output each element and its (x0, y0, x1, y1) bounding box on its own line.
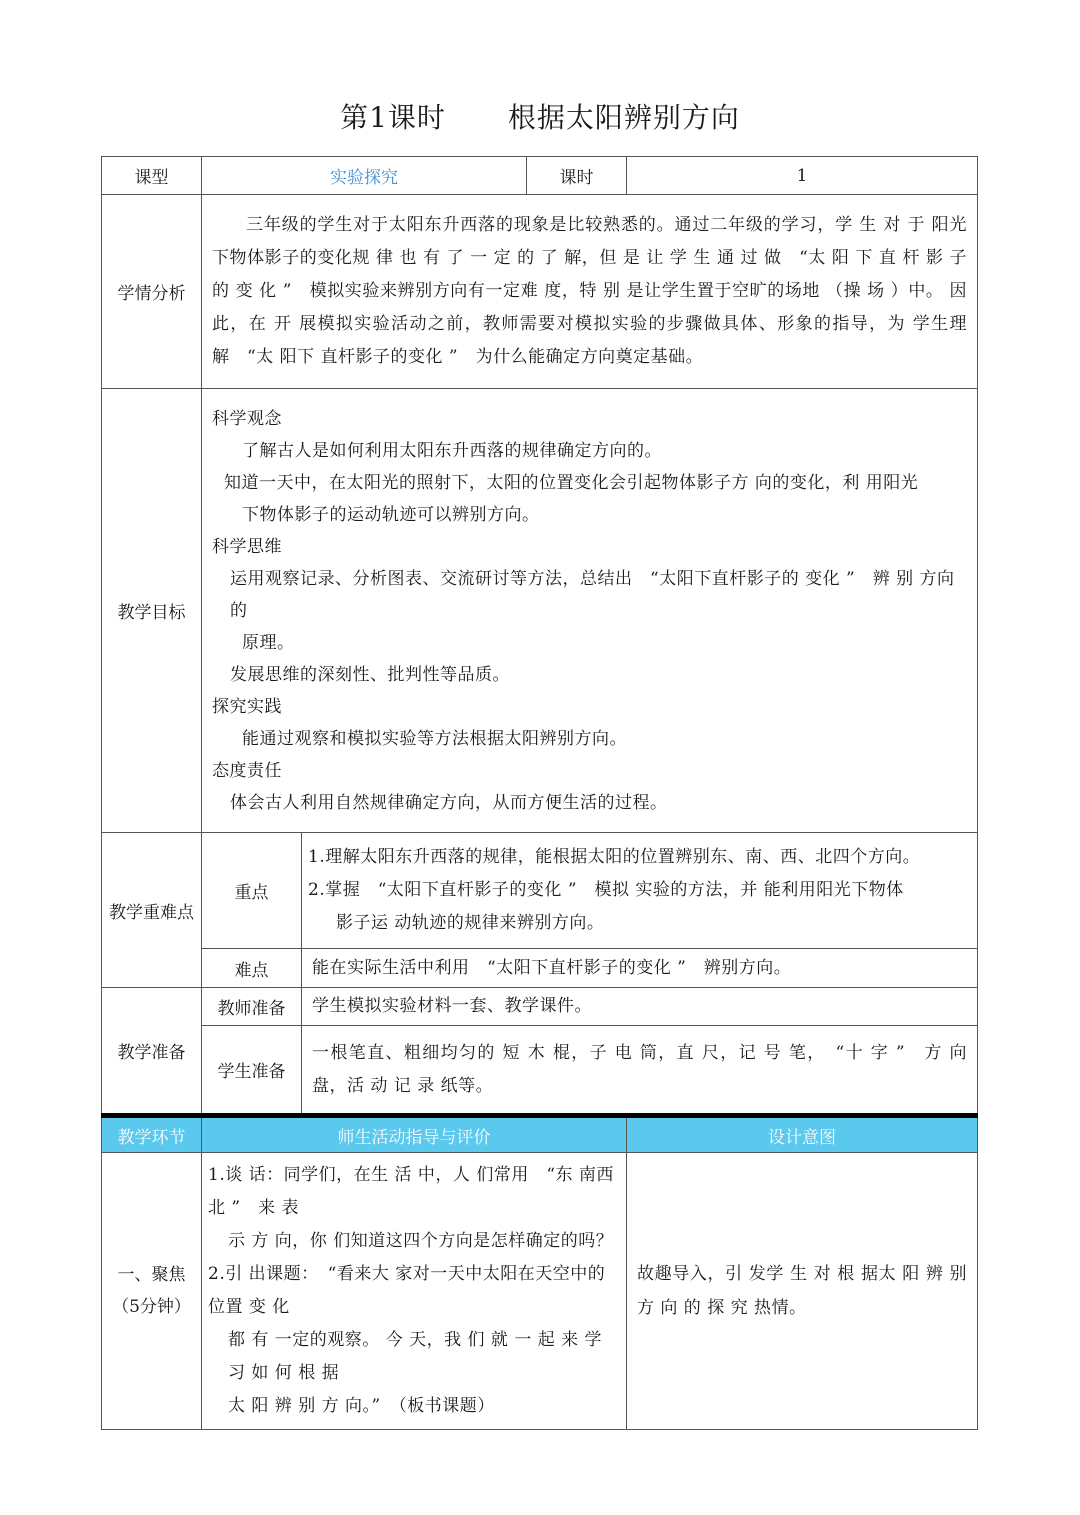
stage-header: 教学环节 (102, 1116, 202, 1153)
goals-heading-practice: 探究实践 (212, 696, 282, 717)
lesson-number: 第1课时 (340, 101, 446, 134)
analysis-text: 三年级的学生对于太阳东升西落的现象是比较熟悉的。通过二年级的学习，学 生 对 于 阳光下物体影子的变化规 律 也 有 了 一 定 的 了 解，但 是 让 学 生 通 过 做 “太 阳 下 直 杆 影 子 的 变 化 ” 模拟实验来辨别方向有一定难 度，特 别 是让学生置于空旷的场地 （操 场 ）中。 因此，在 开 展模拟实验活动之前，教师需要对模拟实验的步骤做具体、形象的指导，为 学生理解 “太 阳下 直杆影子的变化 ” 为什么能确定方向奠定基础。 (212, 215, 968, 367)
type-value: 实验探究 (202, 157, 527, 195)
focus-cell (302, 833, 978, 949)
goals-heading-concept: 科学观念 (212, 408, 282, 429)
goals-line: 下物体影子的运动轨迹可以辨别方向。 (242, 504, 540, 525)
stage-name: 一、聚焦 (117, 1265, 186, 1285)
goals-heading-thinking: 科学思维 (212, 536, 282, 557)
goals-line: 发展思维的深刻性、批判性等品质。 (230, 664, 510, 685)
stage-time: （5分钟） (112, 1297, 191, 1317)
intent-text: 故趣导入，引 发学 生 对 根 据太 阳 辨 别 方 向 的 探 究 热情。 (637, 1264, 968, 1318)
stage-row (102, 1153, 978, 1430)
type-label: 课型 (102, 157, 202, 195)
goals-cell (202, 389, 978, 833)
info-row (102, 157, 978, 195)
activity-header: 师生活动指导与评价 (202, 1116, 627, 1153)
goals-line: 运用观察记录、分析图表、交流研讨等方法，总结出 “太阳下直杆影子的 变化 ” 辨 别 方向的 (230, 568, 955, 621)
focus-item: 1.理解太阳东升西落的规律，能根据太阳的位置辨别东、南、西、北四个方向。 (308, 847, 921, 867)
stages-header (102, 1116, 978, 1153)
focus-row (102, 833, 978, 949)
student-prep-text: 一根笔直、粗细均匀的 短 木 棍，子 电 筒，直 尺，记 号 笔， “十 字 ” 方 向 盘，活 动 记 录 纸等。 (312, 1042, 968, 1096)
focus-item: 影子运 动轨迹的规律来辨别方向。 (336, 913, 605, 933)
lesson-plan-table (101, 156, 978, 1430)
teacher-prep-row (102, 988, 978, 1026)
teacher-prep-label: 教师准备 (202, 988, 302, 1026)
stage-intent-cell (627, 1153, 978, 1430)
goals-heading-attitude: 态度责任 (212, 760, 282, 781)
hours-value: 1 (627, 157, 978, 195)
focus-label: 重点 (202, 833, 302, 949)
activity-line: 1.谈 话：同学们，在生 活 中，人 们常用 “东 南西 北 ” 来 表 (208, 1165, 614, 1218)
hours-label: 课时 (527, 157, 627, 195)
stage-name-cell (102, 1153, 202, 1430)
prep-label: 教学准备 (102, 988, 202, 1116)
goals-row (102, 389, 978, 833)
analysis-label: 学情分析 (102, 195, 202, 389)
activity-line: 示 方 向，你 们知道这四个方向是怎样确定的吗？ (228, 1231, 614, 1251)
goals-line: 了解古人是如何利用太阳东升西落的规律确定方向的。 (242, 440, 662, 461)
goals-line: 原理。 (242, 632, 295, 653)
activity-line: 2.引 出课题： “看来大 家对一天中太阳在天空中的位置 变 化 (208, 1264, 606, 1317)
goals-line: 知道一天中，在太阳光的照射下，太阳的位置变化会引起物体影子方 向的变化，利 用阳光 (224, 472, 919, 493)
stage-activity-cell (202, 1153, 627, 1430)
student-prep-label: 学生准备 (202, 1026, 302, 1116)
lesson-name: 根据太阳辨别方向 (507, 101, 740, 134)
focus-item: 2.掌握 “太阳下直杆影子的变化 ” 模拟 实验的方法，并 能利用阳光下物体 (308, 880, 904, 900)
activity-line: 太 阳 辨 别 方 向。” （板书课题） (228, 1396, 495, 1416)
teacher-prep-cell (302, 988, 978, 1026)
goals-label: 教学目标 (102, 389, 202, 833)
intent-header: 设计意图 (627, 1116, 978, 1153)
difficulty-cell (302, 949, 978, 988)
lesson-title (0, 96, 1080, 136)
goals-line: 体会古人利用自然规律确定方向，从而方便生活的过程。 (230, 792, 668, 813)
difficulty-text: 能在实际生活中利用 “太阳下直杆影子的变化 ” 辨别方向。 (312, 957, 792, 978)
goals-line: 能通过观察和模拟实验等方法根据太阳辨别方向。 (242, 728, 627, 749)
teacher-prep-text: 学生模拟实验材料一套、教学课件。 (312, 996, 592, 1016)
analysis-cell (202, 195, 978, 389)
analysis-row (102, 195, 978, 389)
activity-line: 都 有 一定的观察。 今 天，我 们 就 一 起 来 学 习 如 何 根 据 (228, 1330, 603, 1383)
student-prep-cell (302, 1026, 978, 1116)
student-prep-row (102, 1026, 978, 1116)
keypoints-label: 教学重难点 (102, 833, 202, 988)
difficulty-label: 难点 (202, 949, 302, 988)
difficulty-row (102, 949, 978, 988)
